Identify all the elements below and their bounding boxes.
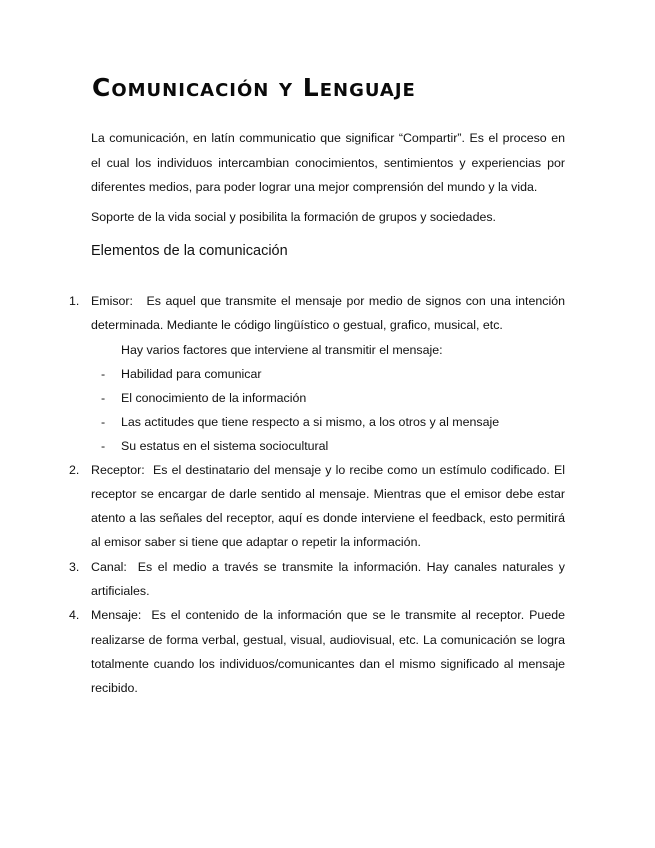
document-title: Comunicación y Lenguaje (92, 73, 416, 102)
dash-marker: - (101, 366, 106, 381)
item-text: Es el medio a través se transmite la información. Hay canales naturales y artificiales. (91, 559, 565, 599)
elements-list (69, 289, 566, 701)
dash-marker: - (101, 390, 106, 405)
list-item-emisor (69, 289, 566, 458)
list-item-receptor (69, 458, 566, 555)
dash-marker: - (101, 414, 106, 429)
list-item-mensaje (69, 603, 566, 700)
intro-paragraph: La comunicación, en latín communicatio que significar “Compartir”. Es el proceso en el cual los individuos intercambian conocimientos, sentimientos y experiencias por diferentes medios, para poder lograr una mejor comprensión del mundo y la vida. (91, 131, 565, 194)
list-number: 1. (69, 294, 80, 308)
second-paragraph: Soporte de la vida social y posibilita la formación de grupos y sociedades. (91, 210, 496, 224)
list-item: - Habilidad para comunicar (91, 362, 565, 386)
list-number: 3. (69, 559, 80, 574)
factors-list (91, 362, 565, 458)
list-item: - El conocimiento de la información (91, 386, 565, 410)
item-label: Receptor: (91, 462, 145, 477)
list-number: 2. (69, 462, 80, 477)
item-label: Canal: (91, 559, 127, 574)
list-item: - Su estatus en el sistema sociocultural (91, 434, 565, 458)
section-heading: Elementos de la comunicación (91, 243, 288, 259)
item-label: Mensaje: (91, 608, 142, 623)
factors-intro: Hay varios factores que interviene al transmitir el mensaje: (121, 342, 443, 357)
list-number: 4. (69, 608, 80, 623)
dash-marker: - (101, 438, 106, 453)
list-item: - Las actitudes que tiene respecto a si mismo, a los otros y al mensaje (91, 410, 565, 434)
item-text: Es el contenido de la información que se le transmite al receptor. Puede realizarse de forma verbal, gestual, visual, audiovisual, etc. La comunicación se logra totalmente cuando los individuos/comunicantes dan el mismo significado al mensaje recibido. (91, 608, 566, 696)
item-text: Es aquel que transmite el mensaje por medio de signos con una intención determinada. Mediante le código lingüístico o gestual, grafico, musical, etc. (91, 294, 566, 333)
list-item-canal (69, 555, 565, 604)
item-label: Emisor: (91, 294, 133, 308)
item-text: Es el destinatario del mensaje y lo recibe como un estímulo codificado. El receptor se encargar de darle sentido al mensaje. Mientras que el emisor debe estar atento a las señales del receptor, aquí es donde interviene el feedback, esto permitirá al emisor saber si tiene que adaptar o repetir la información. (91, 462, 566, 550)
